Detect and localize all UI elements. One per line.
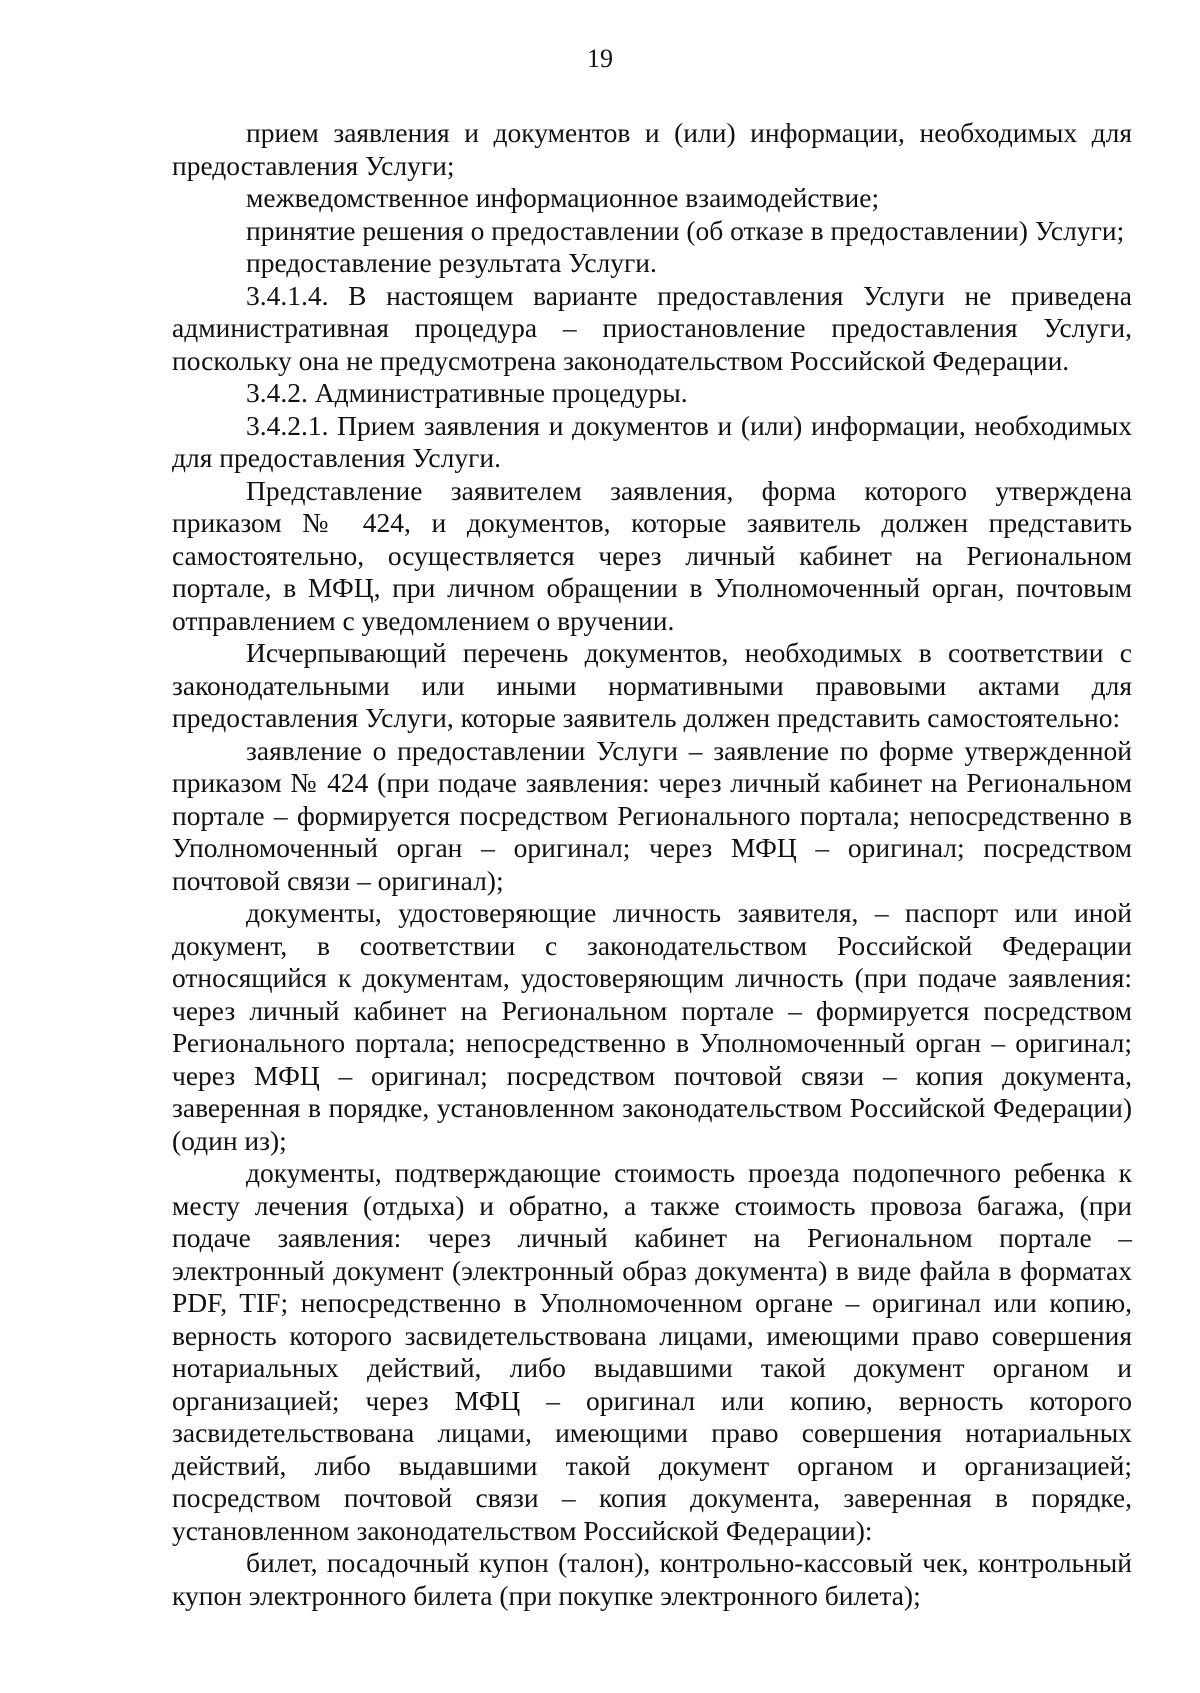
paragraph-identity-documents: документы, удостоверяющие личность заявителя, – паспорт или иной документ, в соответствии с законодательством Российской Федерации относящийся к документам, удостоверяющим личность (при подаче заявления: через личный кабинет на Региональном портале – формируется посредством Регионального портала; непосредственно в Уполномоченный орган – оригинал; через МФЦ – оригинал; посредством почтовой связи – копия документа, заверенная в порядке, установленном законодательством Российской Федерации) (один из); — [172, 897, 1132, 1156]
paragraph-result-provision: предоставление результата Услуги. — [246, 247, 657, 278]
paragraph-receipt-of-application: прием заявления и документов и (или) информации, необходимых для предоставления Услуги; — [172, 117, 1132, 181]
paragraph-submission-channels: Представление заявителем заявления, форма которого утверждена приказом № 424, и документов, которые заявитель должен представить самостоятельно, осуществляется через личный кабинет на Региональном портале, в МФЦ, при личном обращении в Уполномоченный орган, почтовым отправлением с уведомлением о вручении. — [172, 474, 1132, 636]
paragraph-application-form: заявление о предоставлении Услуги – заявление по форме утвержденной приказом № 424 (при подаче заявления: через личный кабинет на Региональном портале – формируется посредством Регионального портала; непосредственно в Уполномоченный орган – оригинал; через МФЦ – оригинал; посредством почтовой связи – оригинал); — [172, 734, 1132, 896]
paragraph-decision-making: принятие решения о предоставлении (об отказе в предоставлении) Услуги; — [246, 214, 1125, 246]
paragraph-travel-cost-documents: документы, подтверждающие стоимость проезда подопечного ребенка к месту лечения (отдыха) и обратно, а также стоимость провоза багажа, (при подаче заявления: через личный кабинет на Региональном портале – электронный документ (электронный образ документа) в виде файла в форматах PDF, TIF; непосредственно в Уполномоченном органе – оригинал или копию, верность которого засвидетельствована лицами, имеющими право совершения нотариальных действий, либо выдавшими такой документ органом и организацией; через МФЦ – оригинал или копию, верность которого засвидетельствована лицами, имеющими право совершения нотариальных действий, либо выдавшими такой документ органом и организацией; посредством почтовой связи – копия документа, заверенная в порядке, установленном законодательством Российской Федерации): — [172, 1157, 1132, 1546]
page-number: 19 — [587, 44, 613, 73]
paragraph-ticket-documents: билет, посадочный купон (талон), контрольно-кассовый чек, контрольный купон электронного билета (при покупке электронного билета); — [172, 1547, 1132, 1611]
paragraph-interagency-interaction: межведомственное информационное взаимодействие; — [246, 182, 880, 213]
paragraph-3-4-1-4: 3.4.1.4. В настоящем варианте предоставления Услуги не приведена административная процедура – приостановление предоставления Услуги, поскольку она не предусмотрена законодательством Российской Федерации. — [172, 279, 1132, 376]
paragraph-documents-list-intro: Исчерпывающий перечень документов, необходимых в соответствии с законодательными или иными нормативными правовыми актами для предоставления Услуги, которые заявитель должен представить самостоятельно: — [172, 637, 1132, 733]
document-body — [172, 117, 1132, 1612]
paragraph-3-4-2: 3.4.2. Административные процедуры. — [246, 377, 688, 408]
paragraph-3-4-2-1: 3.4.2.1. Прием заявления и документов и (или) информации, необходимых для предоставления Услуги. — [172, 409, 1132, 473]
